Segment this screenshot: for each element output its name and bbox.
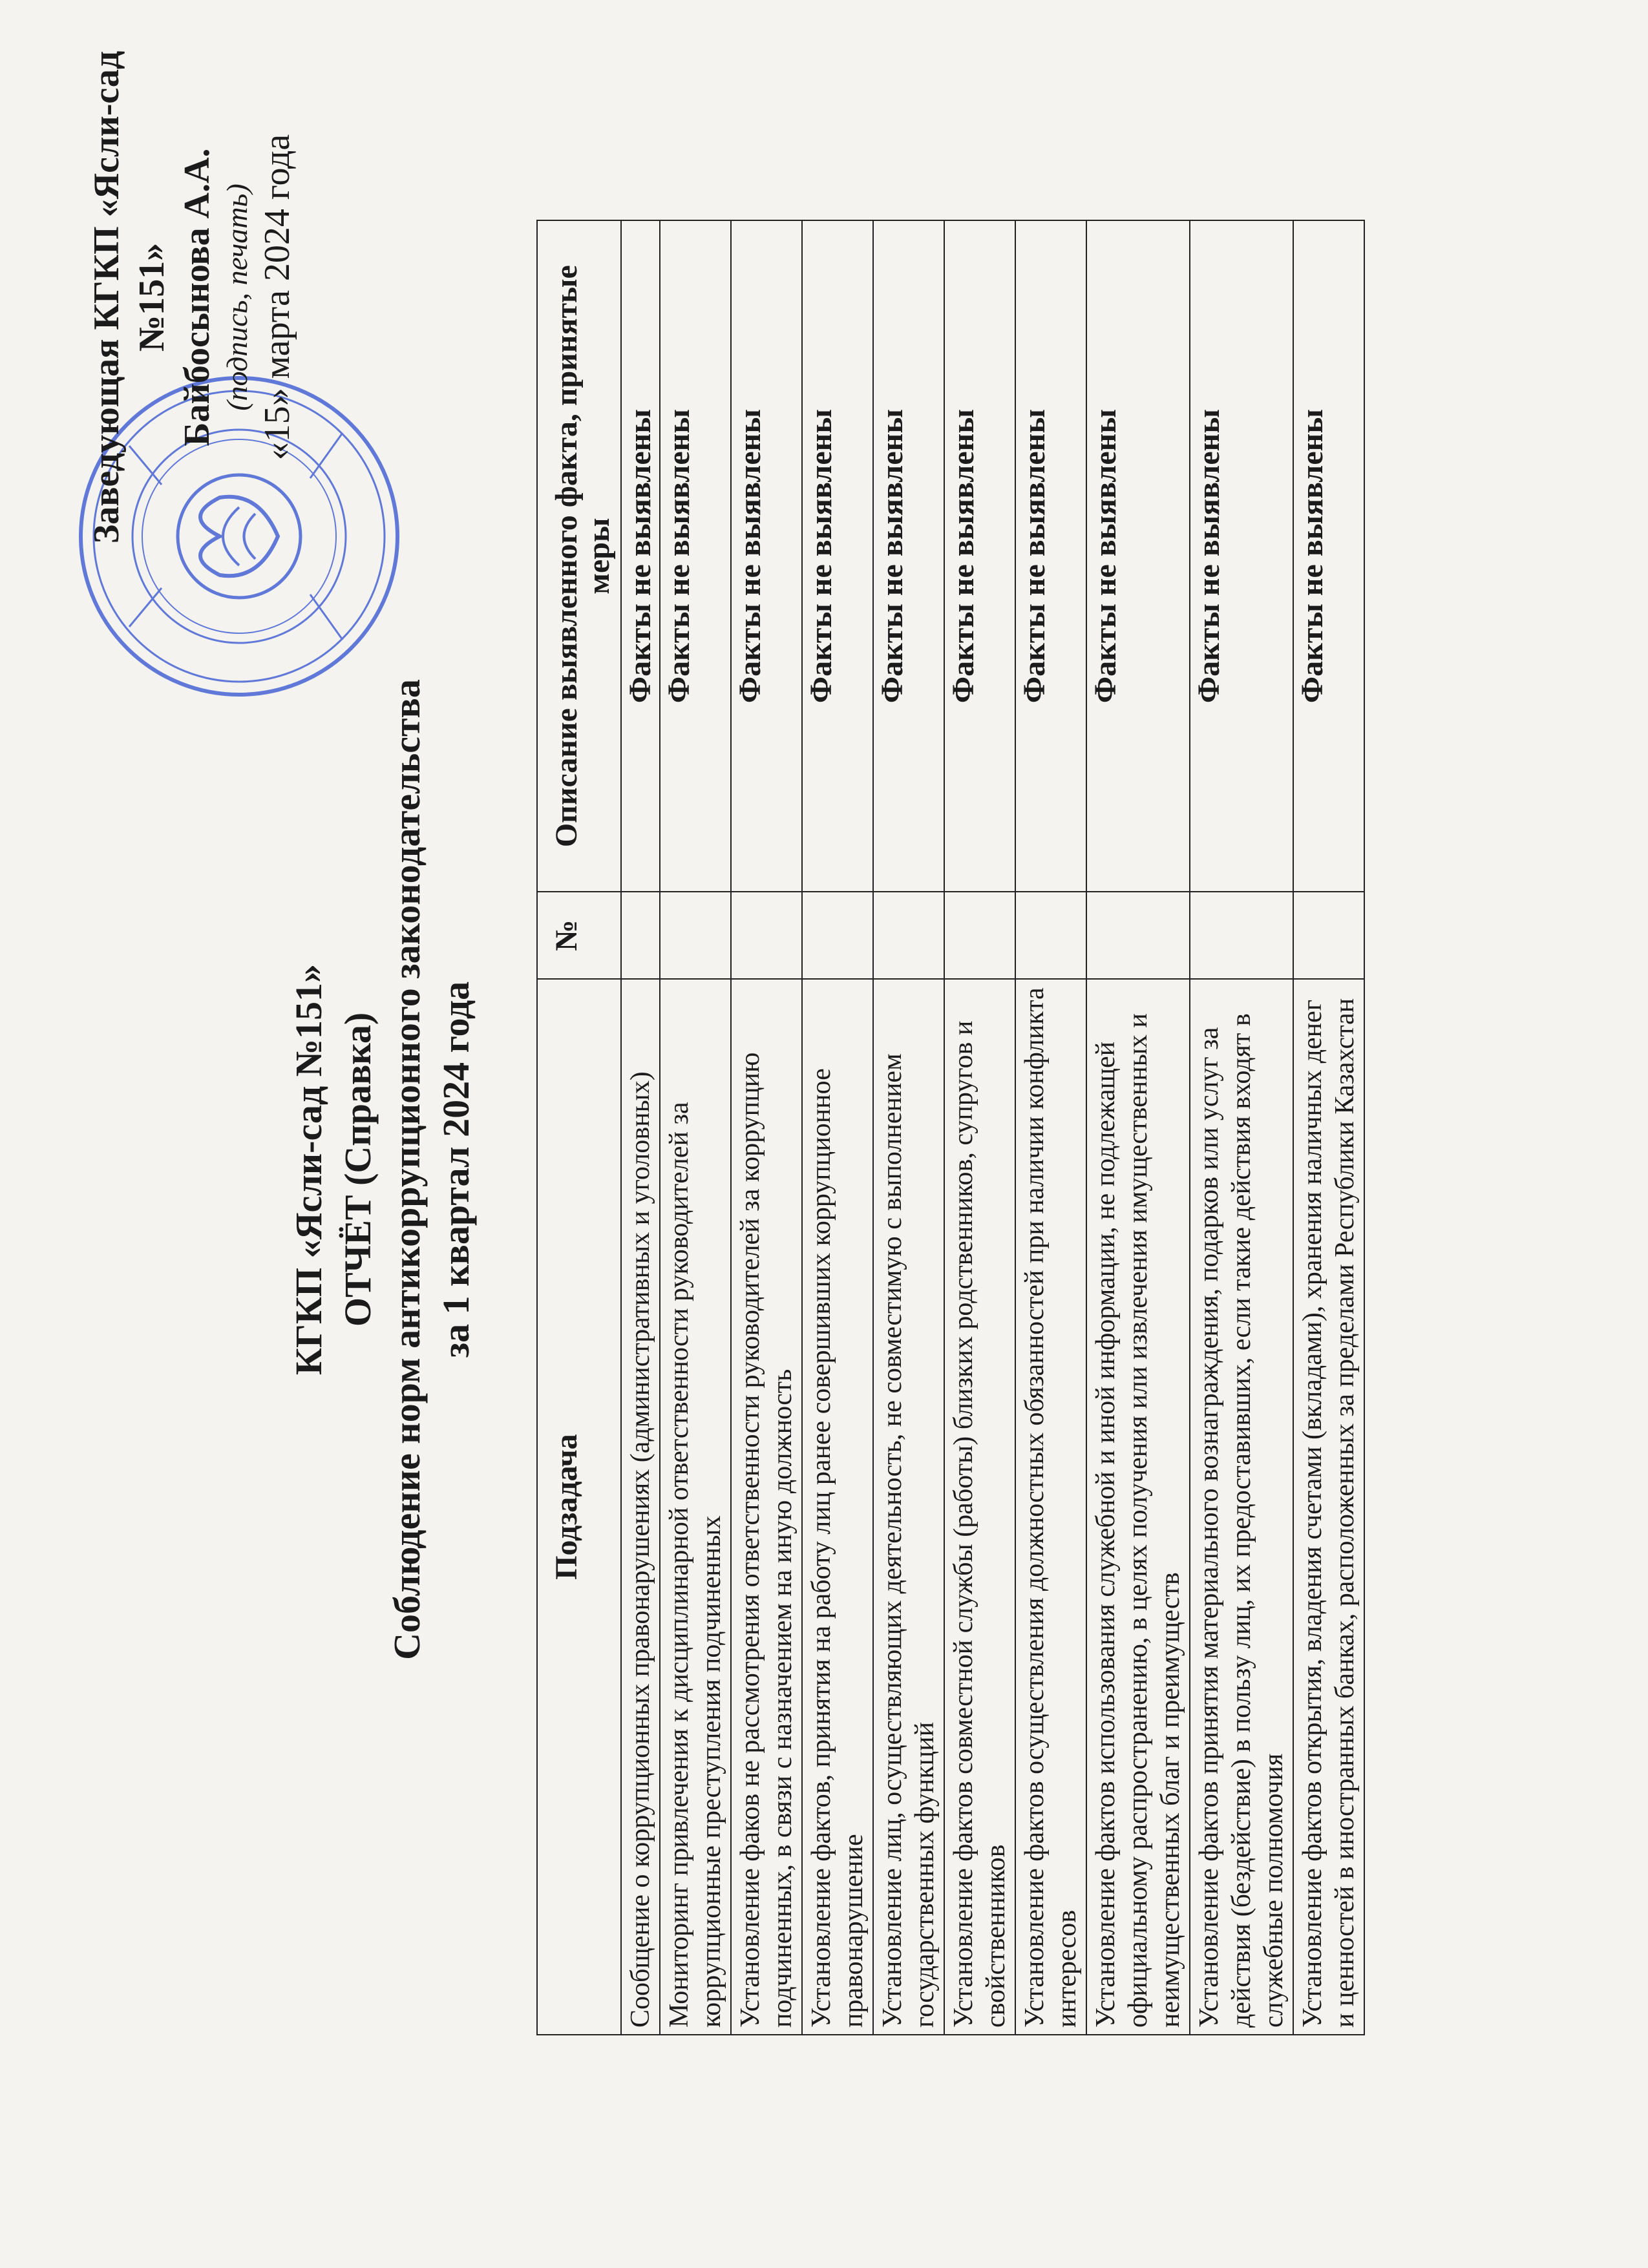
report-table: [536, 220, 1365, 2035]
description-cell: Факты не выявлены: [873, 220, 944, 892]
report-period: за 1 квартал 2024 года: [435, 981, 477, 1358]
subtask-cell: Установление фактов совместной службы (работы) близких родственников, супругов и свойственников: [944, 979, 1015, 2035]
header-number: №: [537, 892, 621, 979]
table-row: [802, 220, 873, 2035]
approval-position: Заведующая КГКП «Ясли-сад №151»: [87, 50, 172, 544]
table-row: [1190, 220, 1293, 2035]
table-row: [621, 220, 660, 2035]
subtask-cell: Установление фактов открытия, владения счетами (вкладами), хранения наличных денег и ценностей в иностранных банках, расположенных за пределами Республики Казахстан: [1293, 979, 1364, 2035]
description-cell: Факты не выявлены: [1015, 220, 1086, 892]
subtask-cell: Мониторинг привлечения к дисциплинарной ответственности руководителей за коррупционные преступления подчиненных: [660, 979, 731, 2035]
table-header-row: [537, 220, 621, 2035]
table-row: [1086, 220, 1190, 2035]
number-cell: [1190, 892, 1293, 979]
number-cell: [873, 892, 944, 979]
table-row: [1015, 220, 1086, 2035]
description-cell: Факты не выявлены: [1086, 220, 1190, 892]
description-cell: Факты не выявлены: [731, 220, 802, 892]
description-cell: Факты не выявлены: [802, 220, 873, 892]
number-cell: [621, 892, 660, 979]
approval-date: «15» марта 2024 года: [257, 134, 297, 461]
report-subtitle: Соблюдение норм антикоррупционного законодательства: [386, 679, 428, 1660]
approval-signer: Байбосынова А.А.: [177, 148, 217, 446]
number-cell: [731, 892, 802, 979]
subtask-cell: Установление фактов осуществления должностных обязанностей при наличии конфликта интересов: [1015, 979, 1086, 2035]
table-row: [873, 220, 944, 2035]
subtask-cell: Установление фактов использования служебной и иной информации, не подлежащей официальному распространению, в целях получения или извлечения имущественных и неимущественных благ и преимуществ: [1086, 979, 1190, 2035]
report-title: ОТЧЁТ (Справка): [337, 1012, 379, 1327]
number-cell: [1293, 892, 1364, 979]
subtask-cell: Установление фактов принятия материального вознаграждения, подарков или услуг за действия (бездействие) в пользу лиц, их предоставивших, если такие действия входят в служебные полномочия: [1190, 979, 1293, 2035]
table-row: [660, 220, 731, 2035]
header-description: Описание выявленного факта, принятые меры: [537, 220, 621, 892]
description-cell: Факты не выявлены: [944, 220, 1015, 892]
number-cell: [944, 892, 1015, 979]
subtask-cell: Установление лиц, осуществляющих деятельность, не совместимую с выполнением государственных функций: [873, 979, 944, 2035]
subtask-cell: Установление фактов, принятия на работу лиц ранее совершивших коррупционное правонарушение: [802, 979, 873, 2035]
table-row: [731, 220, 802, 2035]
subtask-cell: Установление факов не рассмотрения ответственности руководителей за коррупцию подчиненных, в связи с назначением на иную должность: [731, 979, 802, 2035]
description-cell: Факты не выявлены: [1293, 220, 1364, 892]
description-cell: Факты не выявлены: [621, 220, 660, 892]
number-cell: [660, 892, 731, 979]
description-cell: Факты не выявлены: [660, 220, 731, 892]
number-cell: [1086, 892, 1190, 979]
organization-name: КГКП «Ясли-сад №151»: [288, 963, 330, 1376]
report-heading: [284, 459, 481, 1880]
header-subtask: Подзадача: [537, 979, 621, 2035]
description-cell: Факты не выявлены: [1190, 220, 1293, 892]
table-row: [1293, 220, 1364, 2035]
number-cell: [1015, 892, 1086, 979]
approval-block: [84, 32, 300, 562]
subtask-cell: Сообщение о коррупционных правонарушениях (административных и уголовных): [621, 979, 660, 2035]
approval-signature-note: (подпись, печать): [220, 184, 253, 411]
table-row: [944, 220, 1015, 2035]
number-cell: [802, 892, 873, 979]
